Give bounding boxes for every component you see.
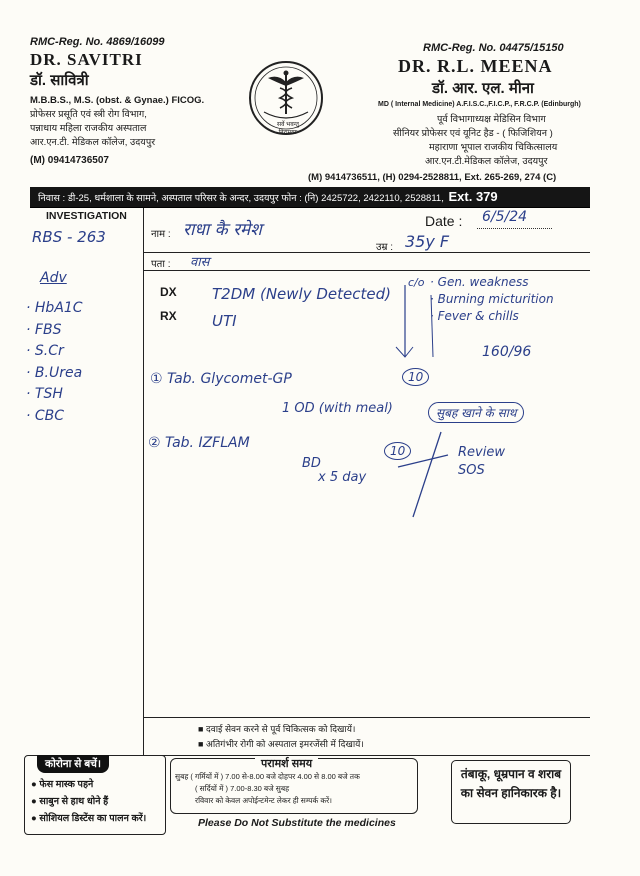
covid-box: [24, 755, 166, 835]
hw-inv-1: · HbA1C: [26, 300, 83, 316]
notes-top-rule: [143, 717, 590, 718]
footer-note: Please Do Not Substitute the medicines: [198, 817, 396, 829]
address-label: पता :: [151, 259, 171, 270]
hw-inv-4: · B.Urea: [26, 364, 83, 381]
rx-label: RX: [160, 309, 177, 323]
investigation-label: INVESTIGATION: [46, 210, 127, 222]
hw-inv-3: · S.Cr: [26, 343, 64, 359]
covid-title: कोरोना से बचें।: [37, 755, 109, 773]
hw-inv-6: · CBC: [26, 407, 65, 424]
date-label: Date :: [425, 213, 463, 229]
hw-age: 35y F: [405, 232, 450, 251]
right-doctor-line1: पूर्व विभागाध्यक्ष मेडिसिन विभाग: [437, 114, 546, 125]
hw-name: राधा कै रमेश: [183, 220, 262, 240]
right-doctor-name-en: DR. R.L. MEENA: [398, 56, 553, 76]
hw-complaints-prefix: c/o: [408, 276, 425, 289]
right-doctor-phones: (M) 9414736511, (H) 0294-2528811, Ext. 265-269, 274 (C): [308, 172, 557, 183]
right-reg-number: RMC-Reg. No. 04475/15150: [423, 42, 564, 54]
hw-med2-dose: BD: [302, 456, 321, 471]
hw-address: वास: [190, 255, 210, 270]
dx-label: DX: [160, 285, 177, 299]
hw-med1-hindi: सुबह खाने के साथ: [428, 402, 524, 423]
covid-item-2: ● साबुन से हाथ धोने हैं: [31, 796, 109, 807]
hw-rx: UTI: [212, 312, 237, 330]
hw-med1-dose: 1 OD (with meal): [282, 401, 393, 416]
left-doctor-line1: प्रोफेसर प्रसूति एवं स्त्री रोग विभाग,: [30, 109, 147, 120]
timing-line-3: रविवार को केवल अपोईन्टमेन्ट लेकर ही सम्पर्क करें।: [195, 796, 333, 805]
hw-inv-5: · TSH: [26, 386, 63, 402]
right-doctor-line2: सीनियर प्रोफेसर एवं यूनिट हैड - ( फिजिशियन ): [393, 128, 553, 139]
timing-title: परामर्श समय: [255, 756, 318, 771]
left-doctor-degrees: M.B.B.S., M.S. (obst. & Gynae.) FICOG.: [30, 95, 205, 106]
left-doctor-name-hi: डॉ. सावित्री: [30, 72, 89, 89]
name-label: नाम :: [151, 229, 171, 240]
left-reg-number: RMC-Reg. No. 4869/16099: [30, 36, 165, 48]
right-doctor-degrees: MD ( Internal Medicine) A.F.I.S.C.,F.I.C.P., F.R.C.P. (Edinburgh): [378, 101, 581, 108]
right-doctor-name-hi: डॉ. आर. एल. मीना: [432, 80, 534, 97]
hw-bp: 160/96: [482, 344, 532, 360]
covid-item-1: ● फेस मास्क पहने: [31, 779, 94, 790]
right-doctor-line4: आर.एन.टी.मेडिकल कॉलेज, उदयपुर: [425, 156, 548, 167]
hw-dx: T2DM (Newly Detected): [212, 285, 391, 303]
hw-rbs: RBS - 263: [32, 228, 106, 246]
hw-complaint-2: · Burning micturition: [430, 292, 554, 306]
age-label: उम्र :: [376, 242, 394, 253]
left-doctor-mobile: (M) 09414736507: [30, 155, 109, 166]
tobacco-warning: तंबाकू, धूम्रपान व शराब का सेवन हानिकारक है।: [451, 760, 571, 824]
hw-date: 6/5/24: [482, 209, 528, 225]
hw-review: Review SOS: [458, 445, 505, 478]
note-1: ■ दवाई सेवन करने से पूर्व चिकित्सक को दिखायें।: [198, 724, 356, 734]
hw-inv-2: · FBS: [26, 321, 62, 338]
timing-line-1: सुबह ( गर्मियों में ) 7.00 से-8.00 बजे दोहपर 4.00 से 8.00 बजे तक: [175, 772, 360, 781]
hw-med1-qty: 10: [402, 368, 429, 386]
hw-investigation-list: [26, 298, 83, 427]
hw-med2-qty: 10: [384, 442, 411, 460]
right-doctor-line3: महाराणा भूपाल राजकीय चिकित्सालय: [429, 142, 558, 153]
timing-box: [170, 758, 418, 814]
hw-med2-duration: x 5 day: [318, 470, 367, 485]
note-2: ■ अतिगंभीर रोगी को अस्पताल इमरजेंसी में दिखायें।: [198, 739, 364, 749]
left-doctor-line3: आर.एन.टी. मेडिकल कॉलेज, उदयपुर: [30, 137, 156, 148]
address-text: निवास : डी-25, धर्मशाला के सामने, अस्पताल परिसर के अन्दर, उदयपुर फोन : (नि) 2425722, 2422110, 2528811,: [38, 193, 444, 204]
hw-adv: Adv: [40, 270, 67, 286]
hw-complaint-1: · Gen. weakness: [430, 275, 529, 289]
handwriting-strokes: [143, 207, 590, 527]
hw-med1: ① Tab. Glycomet-GP: [150, 371, 292, 387]
address-bar: [30, 187, 590, 207]
left-doctor-name-en: DR. SAVITRI: [30, 50, 143, 69]
covid-item-3: ● सोशियल डिस्टेंस का पालन करें।: [31, 813, 147, 824]
logo-motto: सर्वे भवन्तु निरामयाः: [277, 122, 299, 136]
hw-med2: ② Tab. IZFLAM: [148, 435, 250, 451]
left-doctor-line2: पन्नाधाय महिला राजकीय अस्पताल: [30, 123, 147, 134]
address-ext: Ext. 379: [448, 189, 498, 204]
timing-line-2: ( सर्दियों में ) 7.00-8.30 बजे सुबह: [195, 784, 290, 793]
covid-list: [31, 776, 146, 827]
timing-lines: [175, 771, 360, 807]
hw-complaint-3: · Fever & chills: [430, 309, 519, 323]
